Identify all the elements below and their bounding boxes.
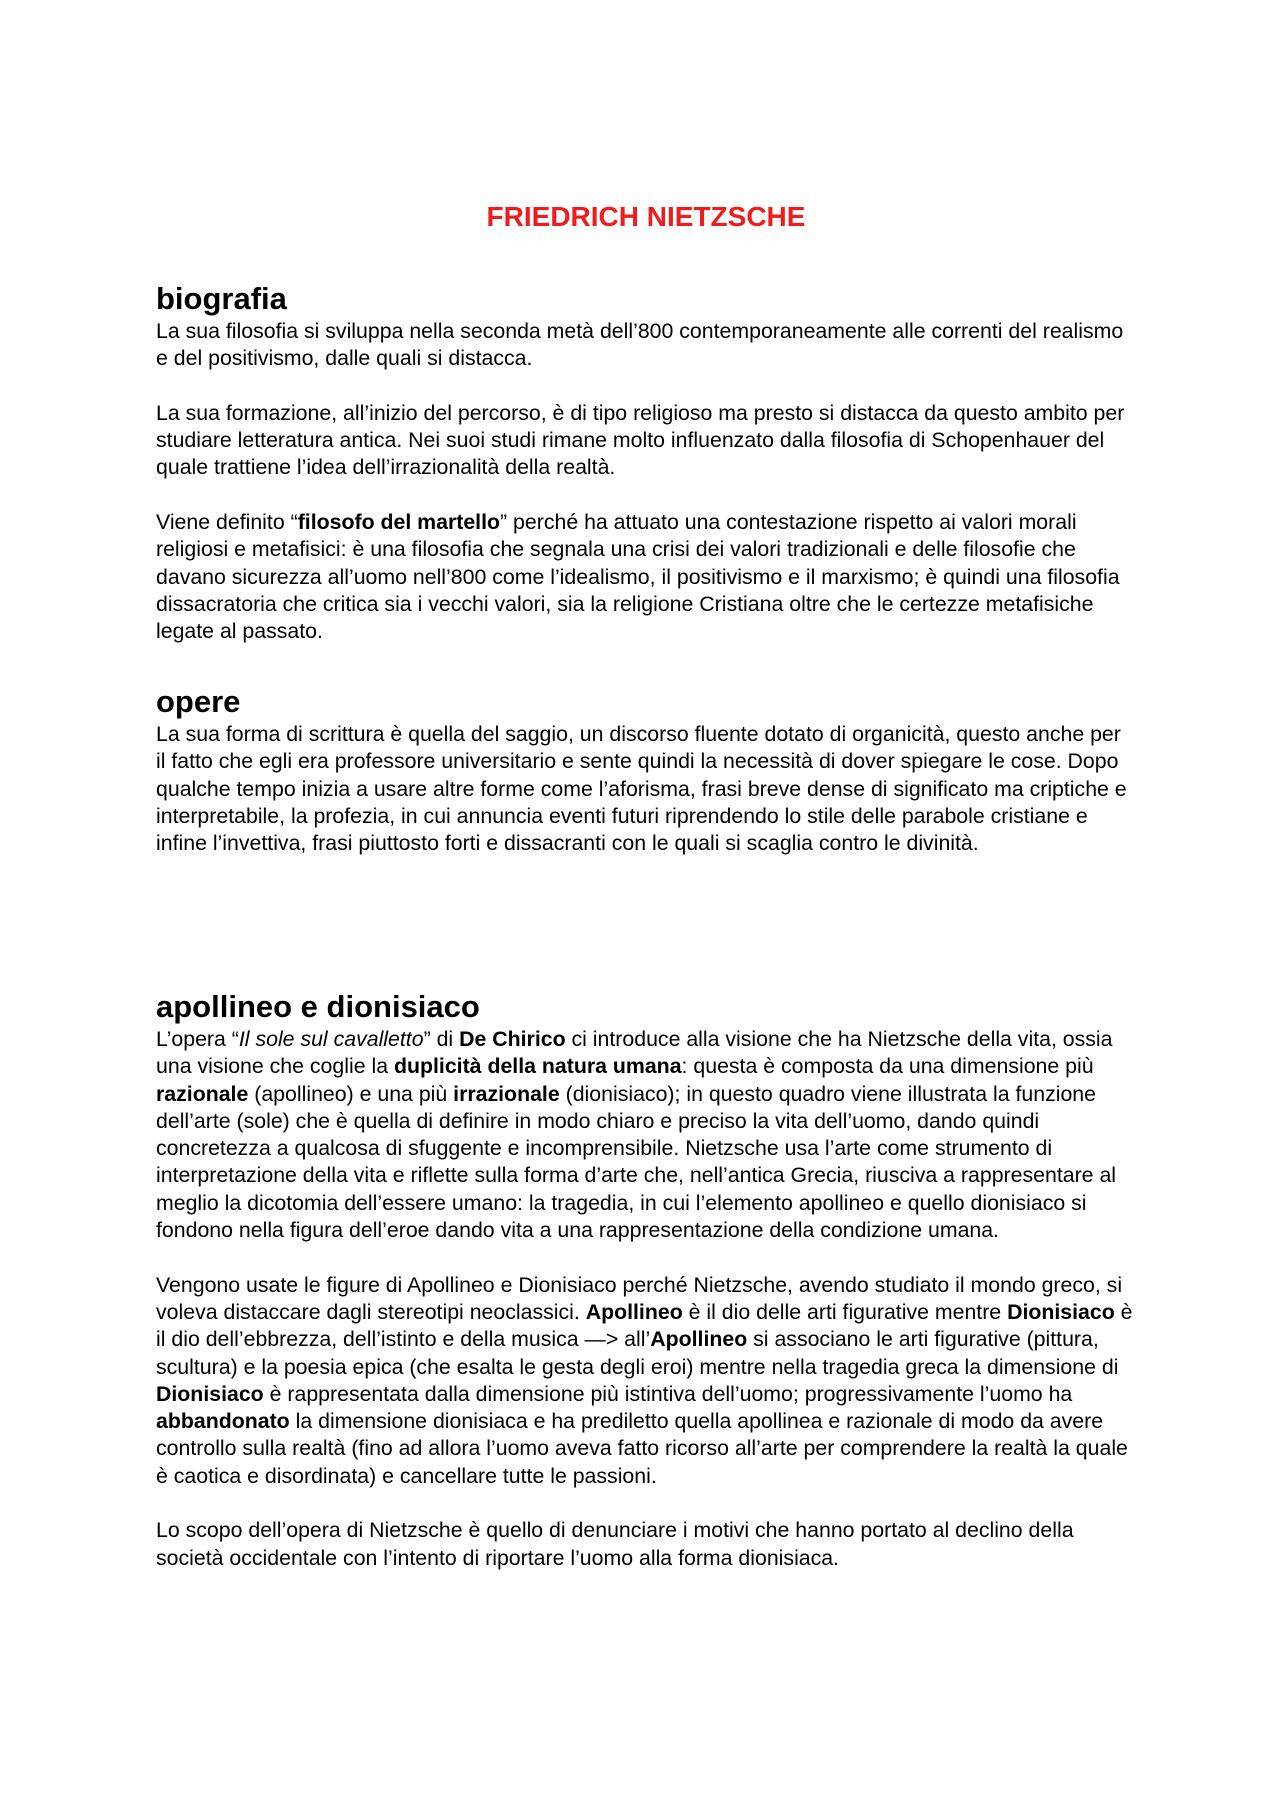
paragraph: La sua formazione, all’inizio del percorso, è di tipo religioso ma presto si distacca da questo ambito per studiare letteratura antica. Nei suoi studi rimane molto influenzato dalla filosofia di Schopenhauer del quale trattiene l’idea dell’irrazionalità della realtà.: [156, 400, 1125, 480]
bold-term: filosofo del martello: [297, 510, 501, 535]
text-run: è il dio delle arti figurative mentre: [682, 1299, 1008, 1324]
text-run: si associano le arti figurative (pittura, scultura) e la poesia epica (che esalta le gesta degli eroi) mentre nella tragedia greca la dimensione di: [156, 1327, 1119, 1379]
bold-term: Apollineo: [585, 1299, 683, 1324]
section-heading-opere: opere: [156, 684, 241, 719]
bold-term: irrazionale: [453, 1081, 560, 1106]
bold-term: De Chirico: [459, 1027, 566, 1051]
text-run: (dionisiaco); in questo quadro viene illustrata la funzione dell’arte (sole) che è quella di definire in modo chiaro e preciso la vita dell’uomo, dando quindi concretezza a qualcosa di sfuggente e incomprensibile. Nietzsche usa l’arte come strumento di interpretazione della vita e riflette sulla forma d’arte che, nell’antica Grecia, riusciva a rappresentare al meglio la dicotomia dell’essere umano: la tragedia, in cui l’elemento apollineo e quello dionisiaco si fondono nella figura dell’eroe dando vita a una rappresentazione della condizione umana.: [156, 1081, 1117, 1243]
text-run: ” perché ha attuato una contestazione rispetto ai valori morali religiosi e metafisici: è una filosofia che segnala una crisi dei valori tradizionali e delle filosofie che davano sicurezza all’uomo nell’800 come l’idealismo, il positivismo e il marxismo; è quindi una filosofia dissacratoria che critica sia i vecchi valori, sia la religione Cristiana oltre che le certezze metafisiche legate al passato.: [156, 510, 1120, 644]
section-apollineo-dionisiaco: [156, 988, 1136, 1572]
bold-term: abbandonato: [156, 1409, 290, 1434]
bold-term: duplicità della natura umana: [393, 1054, 682, 1079]
text-run: ” di: [423, 1027, 460, 1051]
bold-term: Dionisiaco: [156, 1381, 264, 1406]
bold-term: razionale: [156, 1081, 249, 1106]
text-run: la dimensione dionisiaca e ha prediletto quella apollinea e razionale di modo da avere controllo sulla realtà (fino ad allora l’uomo aveva fatto ricorso all’arte per comprendere la realtà la quale è caotica e disordinata) e cancellare tutte le passioni.: [156, 1409, 1128, 1488]
page-title: FRIEDRICH NIETZSCHE: [486, 201, 806, 232]
paragraph: Lo scopo dell’opera di Nietzsche è quello di denunciare i motivi che hanno portato al declino della società occidentale con l’intento di riportare l’uomo alla forma dionisiaca.: [156, 1518, 1074, 1570]
text-run: è il dio dell’ebbrezza, dell’istinto e della musica —> all’: [156, 1299, 1133, 1352]
text-run: Vengono usate le figure di Apollineo e Dionisiaco perché Nietzsche, avendo studiato il mondo greco, si voleva distaccare dagli stereotipi neoclassici.: [156, 1272, 1123, 1324]
text-run: Viene definito “: [156, 510, 298, 535]
section-opere: [156, 683, 1136, 857]
section-biografia: [156, 280, 1136, 646]
text-run: : questa è composta da una dimensione più: [681, 1054, 1094, 1079]
text-run: è rappresentata dalla dimensione più istintiva dell’uomo; progressivamente l’uomo ha: [263, 1381, 1073, 1406]
paragraph: [156, 1026, 1136, 1244]
text-run: L’opera “: [156, 1027, 239, 1051]
paragraph: La sua filosofia si sviluppa nella seconda metà dell’800 contemporaneamente alle correnti del realismo e del positivismo, dalle quali si distacca.: [156, 319, 1124, 371]
artwork-title: Il sole sul cavalletto: [238, 1027, 424, 1051]
text-run: (apollineo) e una più: [248, 1081, 454, 1106]
bold-term: Apollineo: [650, 1327, 748, 1352]
paragraph: [156, 1272, 1136, 1490]
section-heading-apollineo: apollineo e dionisiaco: [156, 989, 480, 1024]
bold-term: Dionisiaco: [1007, 1299, 1115, 1324]
section-heading-biografia: biografia: [156, 281, 287, 316]
text-run: ci introduce alla visione che ha Nietzsche della vita, ossia una visione che coglie la: [156, 1027, 1113, 1079]
paragraph: [156, 509, 1136, 645]
paragraph: La sua forma di scrittura è quella del saggio, un discorso fluente dotato di organicità, questo anche per il fatto che egli era professore universitario e sente quindi la necessità di dover spiegare le cose. Dopo qualche tempo inizia a usare altre forme come l’aforisma, frasi breve dense di significato ma criptiche e interpretabile, la profezia, in cui annuncia eventi futuri riprendendo lo stile delle parabole cristiane e infine l’invettiva, frasi piuttosto forti e dissacranti con le quali si scaglia contro le divinità.: [156, 722, 1127, 856]
